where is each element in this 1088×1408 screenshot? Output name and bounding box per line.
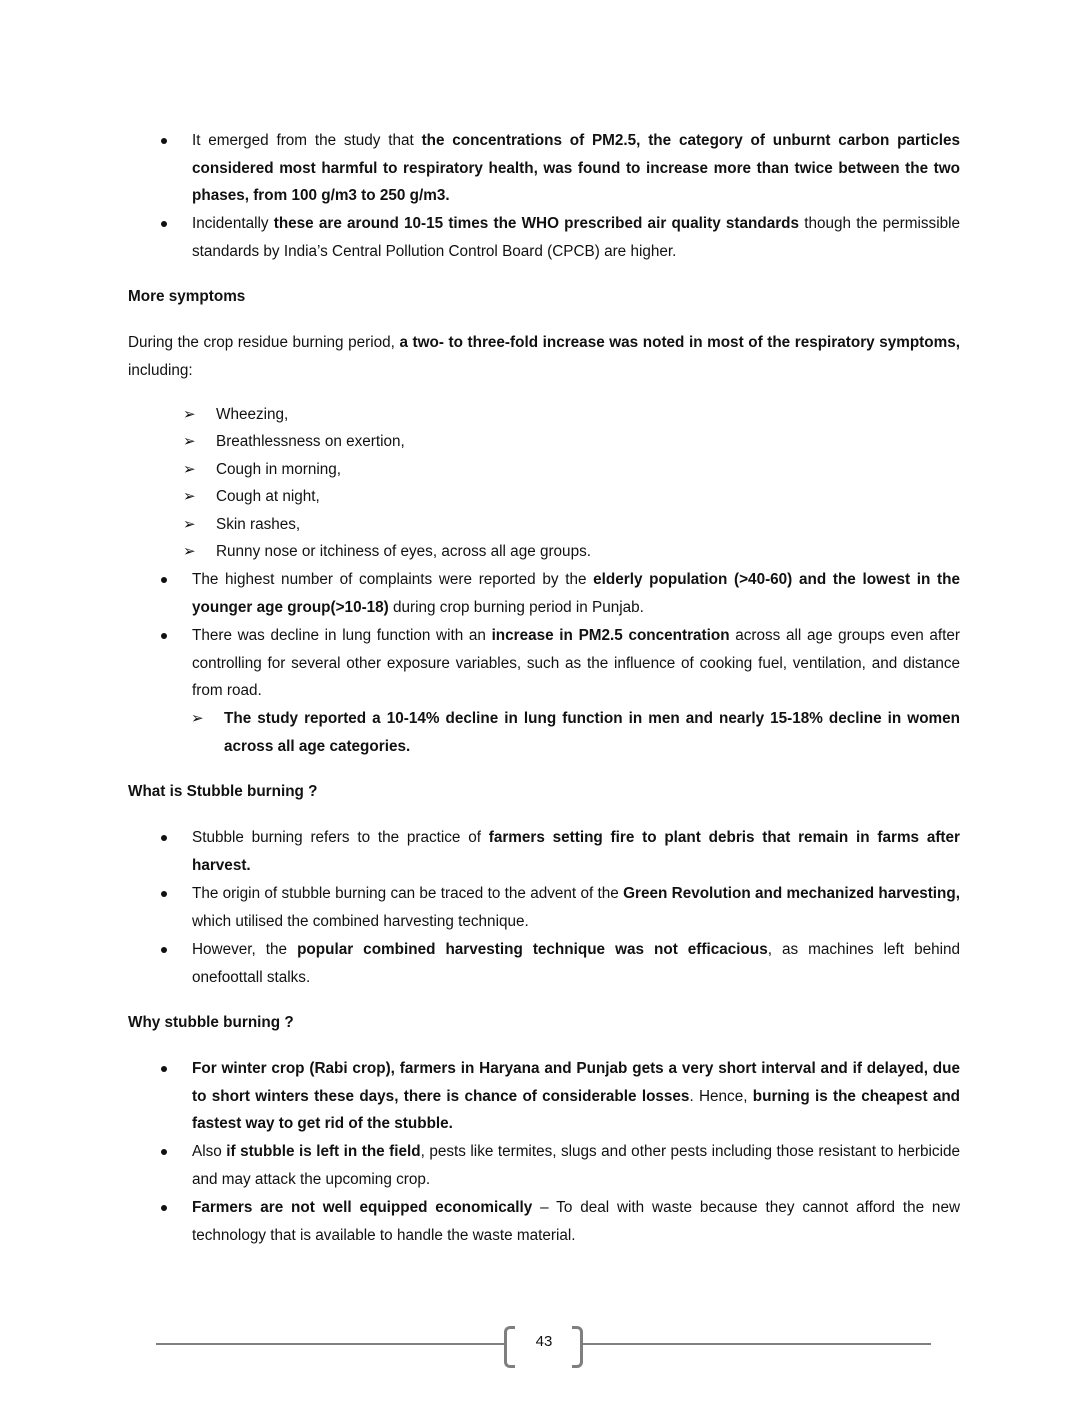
bullet-item bbox=[192, 622, 960, 705]
bullet-item bbox=[192, 127, 960, 210]
sub-item bbox=[216, 428, 960, 456]
text: The highest number of complaints were reported by the bbox=[192, 571, 594, 588]
bullet-item bbox=[192, 936, 960, 991]
sub-item bbox=[224, 705, 960, 760]
footer-brace-right bbox=[572, 1326, 583, 1368]
text: Cough in morning, bbox=[216, 461, 341, 478]
text: The origin of stubble burning can be traced to the advent of the bbox=[192, 885, 624, 902]
bold-text: The study reported a 10-14% decline in lung function in men and nearly 15-18% decline in women across all age categories. bbox=[224, 710, 960, 755]
text: There was decline in lung function with an bbox=[192, 627, 492, 644]
text: during crop burning period in Punjab. bbox=[388, 598, 644, 616]
bold-text: if stubble is left in the field bbox=[226, 1143, 421, 1160]
footer-brace-left bbox=[504, 1326, 515, 1368]
bold-text: What is Stubble burning ? bbox=[128, 783, 318, 800]
bold-text: popular combined harvesting technique was not efficacious bbox=[297, 941, 768, 958]
sub-item bbox=[216, 456, 960, 484]
bullet-item bbox=[192, 824, 960, 879]
text: , pests like termites, slugs and other pests including those resistant to herbicide and may attack the upcoming crop. bbox=[192, 1143, 960, 1188]
sub-item bbox=[216, 401, 960, 429]
sub-item bbox=[216, 511, 960, 539]
text: However, the bbox=[192, 941, 298, 958]
bullet-item bbox=[192, 880, 960, 935]
bullet-item bbox=[192, 1055, 960, 1138]
text: Cough at night, bbox=[216, 488, 320, 505]
text: though the permissible standards by India’s Central Pollution Control Board (CPCB) are higher. bbox=[192, 215, 960, 260]
bullet-item bbox=[192, 1194, 960, 1249]
text: which utilised the combined harvesting technique. bbox=[192, 912, 529, 930]
paragraph bbox=[128, 329, 960, 384]
bold-text: Farmers are not well equipped economically bbox=[192, 1199, 533, 1216]
bullet-item bbox=[192, 566, 960, 621]
text: During the crop residue burning period, bbox=[128, 334, 400, 351]
text: , as machines left behind onefoottall stalks. bbox=[192, 941, 961, 986]
bold-text: More symptoms bbox=[128, 288, 246, 305]
text: . Hence, bbox=[689, 1087, 753, 1105]
text: across all age groups even after controlling for several other exposure variables, such as the influence of cooking fuel, ventilation, and distance from road. bbox=[192, 627, 961, 700]
section-heading bbox=[128, 1009, 294, 1037]
text: Also bbox=[192, 1143, 227, 1160]
bullet-item bbox=[192, 210, 960, 265]
bold-text: these are around 10-15 times the WHO prescribed air quality standards bbox=[273, 215, 800, 232]
text: Runny nose or itchiness of eyes, across all age groups. bbox=[216, 543, 591, 560]
bold-text: farmers setting fire to plant debris that remain in farms after harvest. bbox=[192, 829, 960, 874]
section-heading bbox=[128, 283, 245, 311]
text: Stubble burning refers to the practice of bbox=[192, 829, 489, 846]
text: – To deal with waste because they cannot afford the new technology that is available to handle the waste material. bbox=[192, 1199, 960, 1244]
bold-text: increase in PM2.5 concentration bbox=[491, 627, 730, 644]
bold-text: the concentrations of PM2.5, the category of unburnt carbon particles considered most harmful to respiratory health, was found to increase more than twice between the two phases, from 100 g/m3 to 250 g/m3. bbox=[192, 132, 961, 205]
bold-text: a two- to three-fold increase was noted in most of the respiratory symptoms, bbox=[399, 334, 960, 351]
footer-rule-left bbox=[156, 1343, 504, 1345]
text: It emerged from the study that bbox=[192, 132, 422, 149]
section-heading bbox=[128, 778, 318, 806]
bullet-item bbox=[192, 1138, 960, 1193]
text: Skin rashes, bbox=[216, 516, 301, 533]
footer-rule-right bbox=[583, 1343, 931, 1345]
text: including: bbox=[128, 361, 193, 379]
sub-item bbox=[216, 483, 960, 511]
bold-text: For winter crop (Rabi crop), farmers in Haryana and Punjab gets a very short interval and if delayed, due to short winters these days, there is chance of considerable losses bbox=[192, 1060, 960, 1105]
bold-text: elderly population (>40-60) and the lowest in the younger age group(>10-18) bbox=[192, 571, 960, 616]
text: Breathlessness on exertion, bbox=[216, 433, 405, 450]
page-number: 43 bbox=[535, 1333, 553, 1350]
bold-text: burning is the cheapest and fastest way to get rid of the stubble. bbox=[192, 1087, 961, 1133]
bold-text: Why stubble burning ? bbox=[128, 1014, 294, 1031]
text: Incidentally bbox=[192, 215, 274, 232]
text: Wheezing, bbox=[216, 406, 289, 423]
bold-text: Green Revolution and mechanized harvesting, bbox=[623, 885, 960, 902]
sub-item bbox=[216, 538, 960, 566]
